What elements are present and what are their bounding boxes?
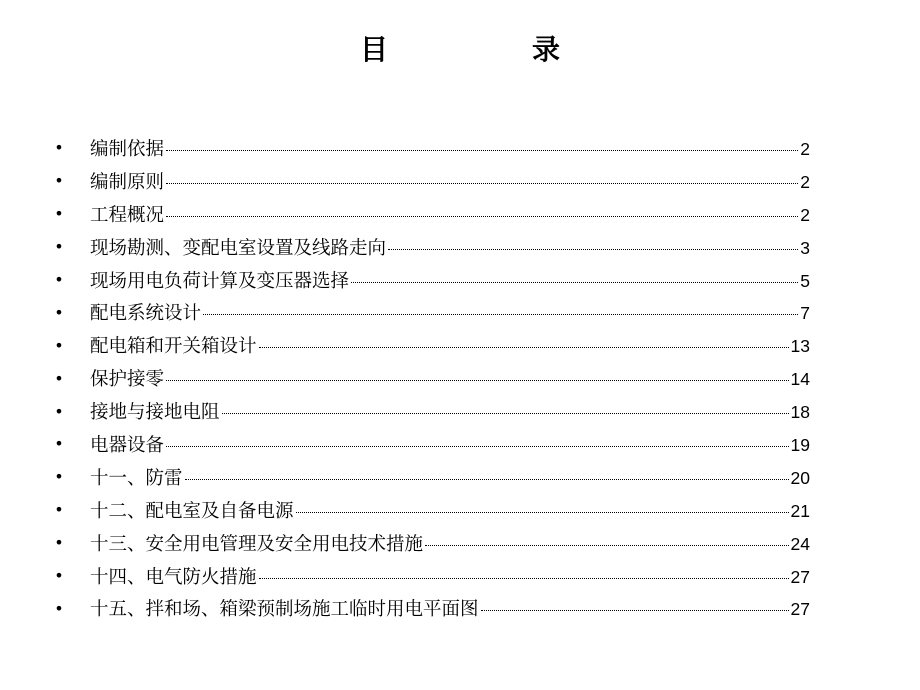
- dot-leader: [166, 201, 798, 221]
- bullet-icon: •: [54, 270, 64, 289]
- bullet-icon: •: [54, 335, 64, 355]
- dot-leader: [166, 431, 789, 451]
- toc-entry-content: [90, 234, 810, 261]
- dot-leader: [259, 332, 789, 352]
- toc-page-number: 13: [790, 336, 810, 357]
- toc-entry[interactable]: [0, 264, 920, 297]
- toc-entry-content: [90, 595, 810, 622]
- dot-leader: [351, 267, 798, 287]
- toc-entry-content: [90, 398, 810, 425]
- toc-page-number: 14: [790, 369, 810, 390]
- toc-page-number: 19: [790, 434, 810, 455]
- toc-entry[interactable]: [0, 231, 920, 264]
- toc-page-number: 2: [800, 138, 810, 159]
- toc-entry[interactable]: [0, 296, 920, 329]
- toc-entry[interactable]: [0, 428, 920, 461]
- toc-entry-content: [90, 168, 810, 195]
- toc-entry-title: 十一、防雷: [90, 467, 183, 489]
- toc-entry-title: 现场用电负荷计算及变压器选择: [90, 270, 350, 292]
- bullet-icon: •: [54, 467, 64, 487]
- page-title: 目 录: [359, 33, 618, 66]
- toc-entry[interactable]: [0, 560, 920, 593]
- dot-leader: [166, 365, 789, 385]
- dot-leader: [166, 168, 798, 188]
- dot-leader: [296, 497, 789, 517]
- table-of-contents: [0, 132, 920, 625]
- bullet-icon: •: [54, 434, 64, 454]
- toc-entry-content: [90, 530, 810, 557]
- toc-entry[interactable]: [0, 362, 920, 395]
- toc-entry-title: 编制依据: [90, 138, 165, 160]
- toc-page-number: 20: [790, 467, 810, 488]
- bullet-icon: •: [54, 566, 64, 586]
- toc-entry-title: 电器设备: [90, 434, 165, 456]
- dot-leader: [388, 234, 798, 254]
- toc-entry-title: 十三、安全用电管理及安全用电技术措施: [90, 533, 424, 555]
- toc-entry[interactable]: [0, 461, 920, 494]
- toc-entry-title: 十二、配电室及自备电源: [90, 500, 294, 522]
- toc-entry[interactable]: [0, 395, 920, 428]
- dot-leader: [203, 299, 798, 319]
- toc-entry-content: [90, 497, 810, 524]
- toc-entry-title: 配电箱和开关箱设计: [90, 336, 257, 358]
- bullet-icon: •: [54, 237, 64, 257]
- toc-entry-content: [90, 299, 810, 326]
- toc-entry-title: 现场勘测、变配电室设置及线路走向: [90, 237, 387, 259]
- bullet-icon: •: [54, 401, 64, 421]
- toc-page-number: 27: [790, 599, 810, 620]
- toc-entry[interactable]: [0, 165, 920, 198]
- bullet-icon: •: [54, 138, 64, 158]
- toc-entry[interactable]: [0, 494, 920, 527]
- toc-page-number: 21: [790, 500, 810, 521]
- dot-leader: [425, 530, 789, 550]
- toc-entry-title: 工程概况: [90, 204, 165, 226]
- toc-entry-title: 十四、电气防火措施: [90, 566, 257, 588]
- toc-entry[interactable]: [0, 527, 920, 560]
- toc-page-number: 2: [800, 171, 810, 192]
- bullet-icon: •: [54, 533, 64, 553]
- dot-leader: [185, 464, 789, 484]
- toc-page-number: 24: [790, 533, 810, 554]
- toc-entry-content: [90, 563, 810, 590]
- toc-entry[interactable]: [0, 132, 920, 165]
- bullet-icon: •: [54, 368, 64, 388]
- bullet-icon: •: [54, 500, 64, 520]
- dot-leader: [481, 595, 789, 615]
- toc-entry[interactable]: [0, 198, 920, 231]
- bullet-icon: •: [54, 204, 64, 224]
- toc-entry-title: 保护接零: [90, 369, 165, 391]
- toc-entry-title: 配电系统设计: [90, 303, 202, 325]
- bullet-icon: •: [54, 171, 64, 191]
- toc-page-number: 2: [800, 204, 810, 225]
- toc-entry-content: [90, 332, 810, 359]
- toc-entry-content: [90, 267, 810, 294]
- toc-entry-content: [90, 135, 810, 162]
- toc-entry[interactable]: [0, 329, 920, 362]
- toc-entry-content: [90, 201, 810, 228]
- toc-entry-content: [90, 464, 810, 491]
- dot-leader: [222, 398, 789, 418]
- toc-entry-title: 编制原则: [90, 171, 165, 193]
- toc-page-number: 5: [800, 270, 810, 291]
- toc-page-number: 27: [790, 566, 810, 587]
- bullet-icon: •: [54, 598, 64, 618]
- toc-page-number: 3: [800, 237, 810, 258]
- dot-leader: [166, 135, 798, 155]
- bullet-icon: •: [54, 302, 64, 322]
- toc-entry-content: [90, 365, 810, 392]
- toc-page-number: 18: [790, 402, 810, 423]
- toc-entry-content: [90, 431, 810, 458]
- dot-leader: [259, 563, 789, 583]
- toc-entry-title: 接地与接地电阻: [90, 402, 220, 424]
- toc-page-number: 7: [800, 303, 810, 324]
- toc-entry-title: 十五、拌和场、箱梁预制场施工临时用电平面图: [90, 599, 479, 621]
- toc-entry[interactable]: [0, 592, 920, 625]
